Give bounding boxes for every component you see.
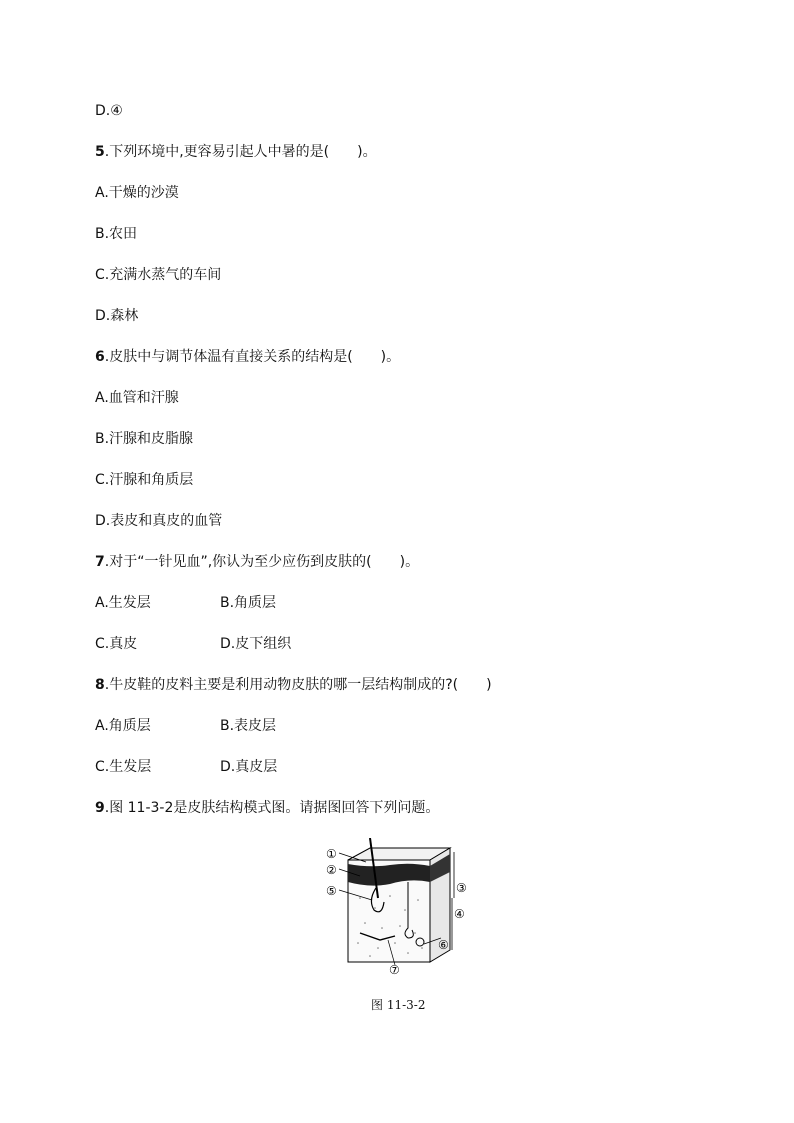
label-3: ③ — [456, 881, 467, 895]
label-6: ⑥ — [438, 938, 449, 952]
question-text: .下列环境中,更容易引起人中暑的是( )。 — [104, 144, 377, 160]
question-8-stem — [95, 676, 492, 694]
skin-structure-diagram — [320, 838, 470, 978]
option: C.生发层 — [95, 759, 152, 775]
option: D.皮下组织 — [220, 636, 292, 652]
question-text: .图 11-3-2是皮肤结构模式图。请据图回答下列问题。 — [104, 800, 440, 816]
question-6-stem — [95, 348, 400, 366]
question-number: 6 — [95, 349, 105, 365]
question-number: 7 — [95, 554, 105, 570]
question-text: .皮肤中与调节体温有直接关系的结构是( )。 — [104, 349, 401, 365]
option: B.汗腺和皮脂腺 — [95, 431, 194, 447]
option: C.真皮 — [95, 636, 138, 652]
option: A.角质层 — [95, 718, 151, 734]
label-7: ⑦ — [389, 963, 400, 977]
option: C.充满水蒸气的车间 — [95, 267, 222, 283]
label-5: ⑤ — [326, 884, 337, 898]
question-number: 9 — [95, 800, 105, 816]
question-text: .牛皮鞋的皮料主要是利用动物皮肤的哪一层结构制成的?( ) — [104, 677, 492, 693]
question-text: .对于“一针见血”,你认为至少应伤到皮肤的( )。 — [104, 554, 420, 570]
label-1: ① — [326, 847, 337, 861]
question-9-stem — [95, 799, 439, 817]
option: B.表皮层 — [220, 718, 277, 734]
option: A.干燥的沙漠 — [95, 185, 179, 201]
label-4: ④ — [454, 907, 465, 921]
option: A.血管和汗腺 — [95, 390, 179, 406]
option: D.真皮层 — [220, 759, 278, 775]
option: A.生发层 — [95, 595, 151, 611]
option: B.角质层 — [220, 595, 277, 611]
question-5-stem — [95, 143, 377, 161]
figure-caption: 图 11-3-2 — [371, 998, 426, 1012]
label-2: ② — [326, 863, 337, 877]
question-number: 5 — [95, 144, 105, 160]
question-7-stem — [95, 553, 419, 571]
option: C.汗腺和角质层 — [95, 472, 194, 488]
option: D.表皮和真皮的血管 — [95, 513, 223, 529]
option: D.森林 — [95, 308, 139, 324]
option: B.农田 — [95, 226, 138, 242]
question-number: 8 — [95, 677, 105, 693]
option-d-prev: D.④ — [95, 103, 123, 119]
